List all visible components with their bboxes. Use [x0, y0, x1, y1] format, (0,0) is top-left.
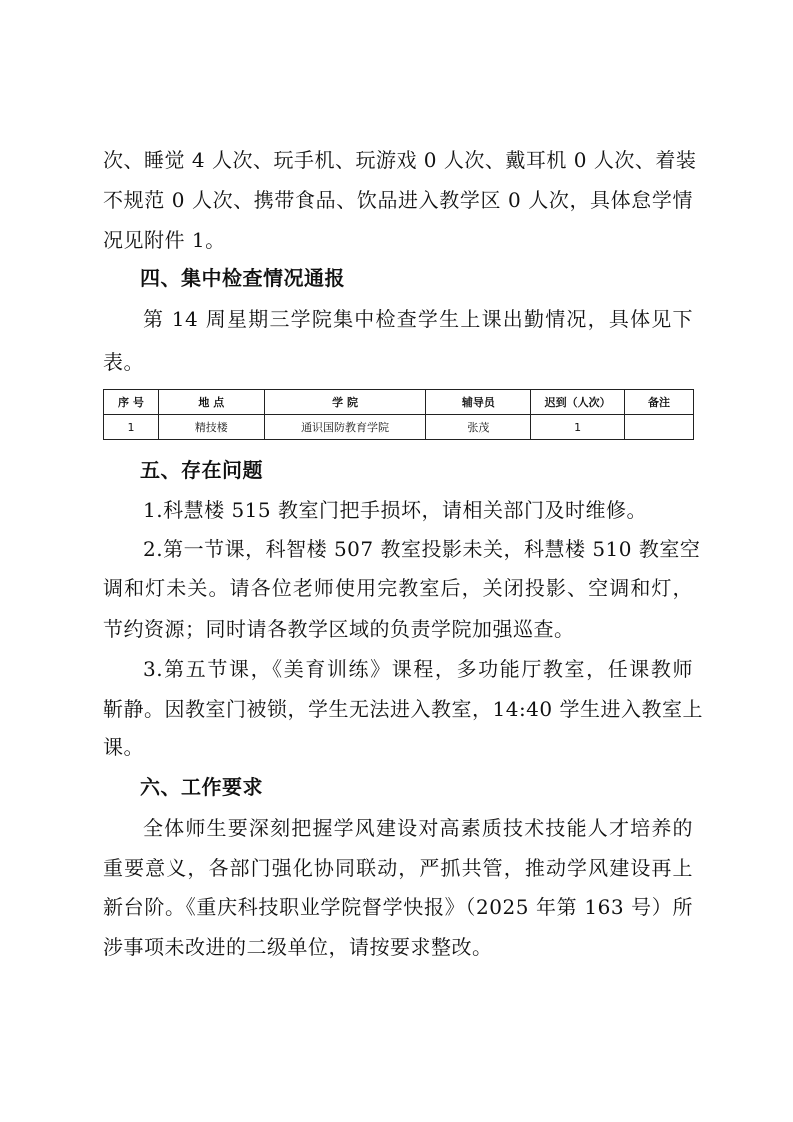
body-text-line: 重要意义，各部门强化协同联动，严抓共管，推动学风建设再上 — [103, 856, 693, 880]
body-text-line: 调和灯未关。请各位老师使用完教室后，关闭投影、空调和灯， — [103, 576, 693, 600]
table-header-cell: 序 号 — [104, 390, 159, 415]
table-cell: 精技楼 — [158, 415, 264, 440]
body-text-line: 课。 — [103, 735, 144, 759]
body-text-line: 1.科慧楼 515 教室门把手损坏，请相关部门及时维修。 — [143, 498, 647, 522]
table-header-cell: 迟到（人次） — [531, 390, 625, 415]
body-text-line: 涉事项未改进的二级单位，请按要求整改。 — [103, 935, 493, 959]
table-cell: 1 — [104, 415, 159, 440]
table-cell: 通识国防教育学院 — [264, 415, 426, 440]
table-header-row — [104, 390, 694, 415]
body-text-line: 3.第五节课，《美育训练》课程，多功能厅教室，任课教师 — [143, 657, 693, 681]
body-text-line: 新台阶。《重庆科技职业学院督学快报》（2025 年第 163 号）所 — [103, 895, 693, 919]
section-heading: 四、集中检查情况通报 — [140, 266, 345, 290]
section-heading: 五、存在问题 — [140, 458, 263, 482]
body-text-line: 2.第一节课，科智楼 507 教室投影未关，科慧楼 510 教室空 — [143, 537, 701, 561]
table-header-cell: 地 点 — [158, 390, 264, 415]
body-text-line: 第 14 周星期三学院集中检查学生上课出勤情况，具体见下 — [143, 307, 693, 331]
table-header-cell: 学 院 — [264, 390, 426, 415]
table-cell — [625, 415, 694, 440]
table-header-cell: 备注 — [625, 390, 694, 415]
body-text-line: 表。 — [103, 350, 144, 374]
body-text-line: 靳静。因教室门被锁，学生无法进入教室，14:40 学生进入教室上 — [103, 697, 703, 721]
table-header-cell: 辅导员 — [426, 390, 531, 415]
inspection-table — [103, 389, 694, 440]
table-cell: 张茂 — [426, 415, 531, 440]
table-cell: 1 — [531, 415, 625, 440]
table-row — [104, 415, 694, 440]
body-text-line: 全体师生要深刻把握学风建设对高素质技术技能人才培养的 — [143, 816, 693, 840]
body-text-line: 不规范 0 人次、携带食品、饮品进入教学区 0 人次，具体怠学情 — [103, 188, 693, 212]
section-heading: 六、工作要求 — [140, 775, 263, 799]
body-text-line: 况见附件 1。 — [103, 228, 226, 252]
body-text-line: 节约资源；同时请各教学区域的负责学院加强巡查。 — [103, 617, 575, 641]
body-text-line: 次、睡觉 4 人次、玩手机、玩游戏 0 人次、戴耳机 0 人次、着装 — [103, 148, 697, 172]
